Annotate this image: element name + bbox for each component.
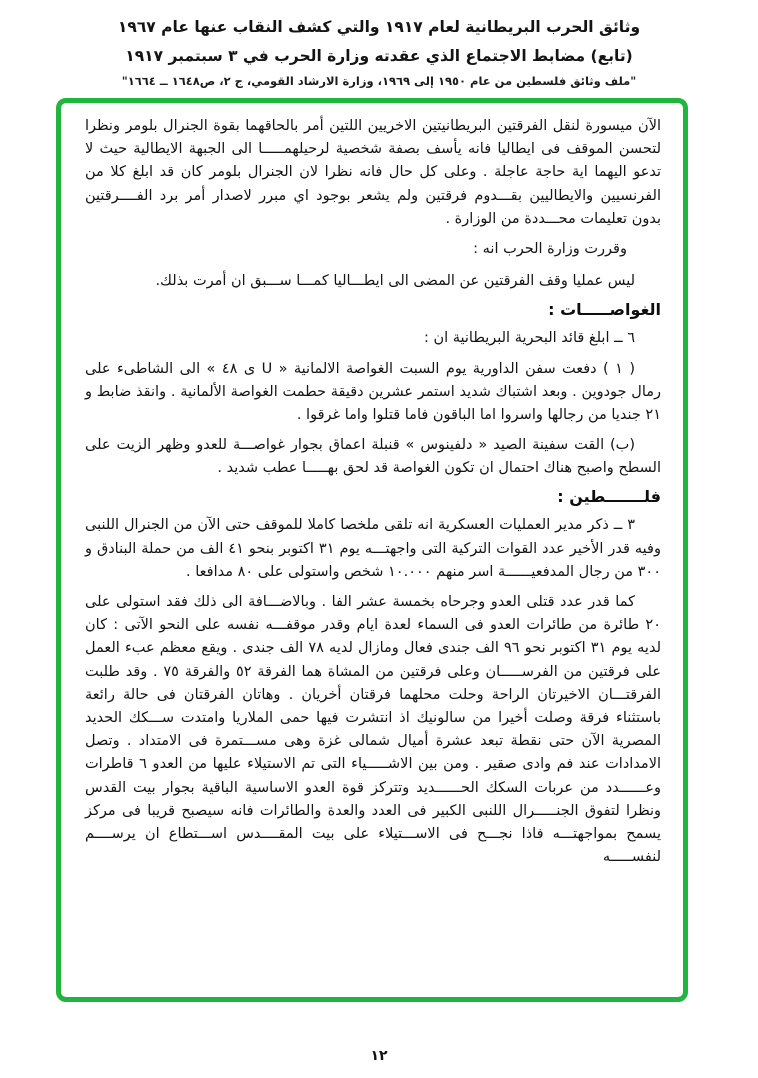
paragraph-navy-commander-intro: ٦ ــ ابلغ قائد البحرية البريطانية ان : (423, 330, 635, 347)
section-heading-submarines: الغواصـــــات : (548, 300, 661, 320)
paragraph-troop-transfer: الآن ميسورة لنقل الفرقتين البريطانيتين الاخريين اللتين أمر بالحاقهما بقوة الجنرال بلومر ونظرا لتحسن الموقف فى ايطاليا فانه يأسف بصفة شخصية لرحيلهمـــــا الى الجبهة الايطالية حيث لا تدعو اليهما اية حاجة عاجلة . وعلى كل حال فانه نظرا لان الجنرال بلومر كان قد ابلغ كلا من الفرنسيين والايطاليين بقـــدوم فرقتين ولم يشعر بوجود اي مبرر لاصدار أمر برد الفــــرقتين بدون تعليمات محـــددة من الوزارة . (85, 118, 661, 227)
paragraph-enemy-losses-and-situation: كما قدر عدد قتلى العدو وجرحاه بخمسة عشر الفا . وبالاضـــافة الى ذلك فقد استولى على ٢٠ طائرة من طائرات العدو فى السماء لعدة ايام وقدر موقفـــه نفسه على النحو الآتى : كان لديه يوم ٣١ اكتوبر نحو ٩٦ الف جندى فعال ومازال لديه ٧٨ الف جندى . ويقع معظم عبء العمل على فرقتين من الفرســـــان وعلى فرقتين من المشاة هما الفرقة ٥٢ والفرقة ٧٥ . وقد طلبت الفرقتـــان الاخيرتان الراحة وحلت محلهما فرقتان أخريان . وهاتان الفرقتان فى حالة رائعة باستثناء فرقة وصلت أخيرا من سالونيك اذ انتشرت فيها حمى الملاريا وامتدت ســـكك الحديد المصرية الآن حتى نقطة تبعد عشرة أميال شمالى غزة وهى مســـتمرة فى الامتداد . وتصل الامدادات عند فم وادى صقير . ومن بين الاشـــــياء التى تم الاستيلاء عليها من العدو ٦ قاطرات وعــــــدد من عربات السكك الحــــــديد وتتركز قوة العدو الاساسية الباقية بجوار بيت القدس ونظرا لتفوق الجنـــــرال اللنبى الكبير فى العدد والعدة والطائرات فانه سيصبح قريبا فى مركز يسمح بمواجهتـــه فاذا نجـــح فى الاســـتيلاء على بيت المقــــدس اســـتطاع ان يرســــم لنفســـــه (85, 594, 661, 866)
document-content-frame (56, 98, 688, 1002)
paragraph-delphinus-depth-charge: (ب) القت سفينة الصيد « دلفينوس » قنبلة اعماق بجوار غواصـــة للعدو وظهر الزيت على السطح واصبح هناك احتمال ان تكون الغواصة قد لحق بهـــــا عطب شديد . (85, 437, 661, 477)
page-footer (0, 1048, 758, 1064)
paragraph-military-operations-summary: ٣ ــ ذكر مدير العمليات العسكرية انه تلقى ملخصا كاملا للموقف حتى الآن من الجنرال اللنبى وفيه قدر الأخير عدد القوات التركية التى واجهتـــه يوم ٣١ اكتوبر بنحو ٤١ الف من حملة البنادق و ٣٠٠ من رجال المدفعيــــــة اسر منهم ١٠.٠٠٠ شخص واستولى على ٨٠ مدافعا . (85, 517, 661, 580)
page-number: ١٢ (370, 1048, 388, 1064)
paragraph-war-office-decision-intro: وقررت وزارة الحرب انه : (473, 240, 627, 257)
header-source-citation: "ملف وثائق فلسطين من عام ١٩٥٠ إلى ١٩٦٩، وزارة الارشاد القومي، ج ٢، ص١٦٤٨ ــ ١٦٦٤" (121, 74, 637, 88)
page-header (0, 0, 758, 91)
section-heading-palestine: فلـــــــطين : (557, 487, 661, 507)
paragraph-war-office-decision: ليس عمليا وقف الفرقتين عن المضى الى ايطـــاليا كمـــا ســـبق ان أمرت بذلك. (155, 273, 635, 290)
paragraph-u48-submarine: ( ١ ) دفعت سفن الداورية يوم السبت الغواصة الالمانية « U ى ٤٨ » الى الشاطىء على رمال جودوين . وبعد اشتباك شديد استمر عشرين دقيقة حطمت الغواصة الألمانية . وانقذ ضابط و ٢١ جنديا من رجالها واسروا اما الباقون فاما قتلوا واما غرقوا . (85, 360, 661, 423)
header-title-line2: (تابع) مضابط الاجتماع الذي عقدته وزارة الحرب في ٣ سبتمبر ١٩١٧ (125, 47, 633, 65)
header-title-line1: وثائق الحرب البريطانية لعام ١٩١٧ والتي كشف النقاب عنها عام ١٩٦٧ (117, 18, 641, 36)
